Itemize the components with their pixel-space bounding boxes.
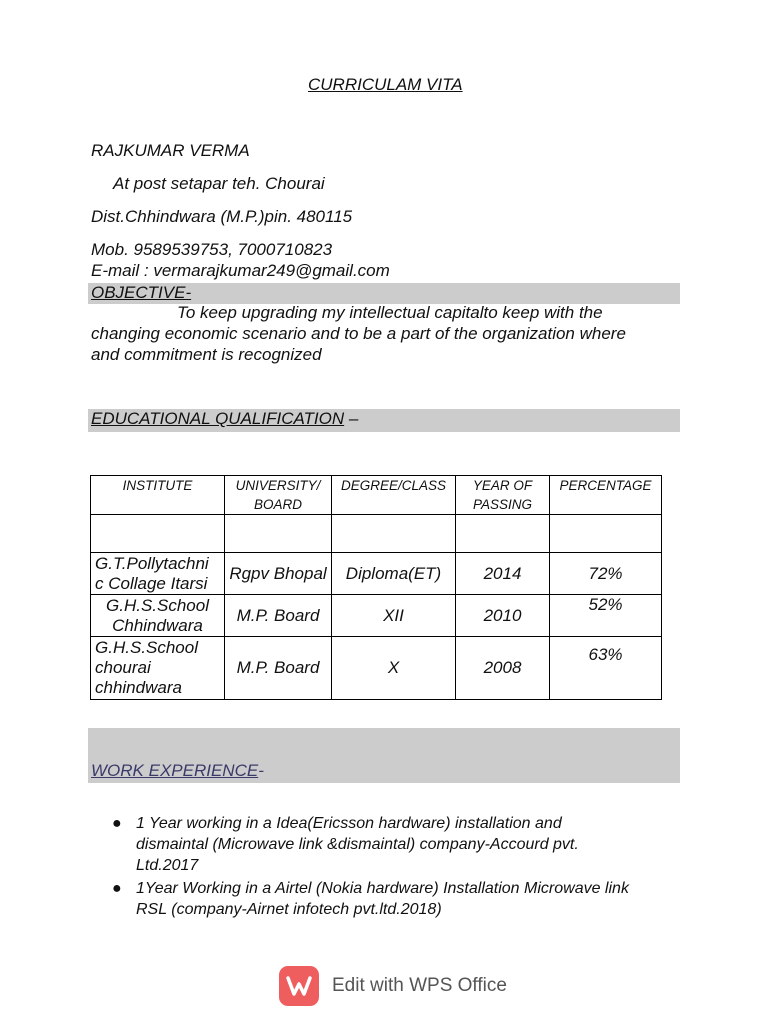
work-list [112, 813, 692, 922]
work-heading-label: WORK EXPERIENCE [91, 761, 259, 780]
address-line-1: At post setapar teh. Chourai [113, 174, 325, 193]
table-header-row [91, 476, 662, 515]
email-address: E-mail : vermarajkumar249@gmail.com [91, 261, 390, 280]
table-cell [332, 515, 456, 553]
column-header: PERCENTAGE [550, 476, 662, 515]
work-heading [91, 761, 264, 781]
column-header: UNIVERSITY/ BOARD [225, 476, 332, 515]
table-cell [550, 515, 662, 553]
work-item-line-2: dismaintal (Microwave link &dismaintal) company-Accourd pvt. [136, 836, 579, 853]
table-cell: 72% [550, 553, 662, 595]
table-cell: Diploma(ET) [332, 553, 456, 595]
list-item [112, 813, 692, 876]
table-cell: 63% [550, 637, 662, 700]
mobile-number: Mob. 9589539753, 7000710823 [91, 240, 333, 259]
table-cell [91, 515, 225, 553]
table-cell: G.H.S.School chourai chhindwara [91, 637, 225, 700]
work-item-line-2: RSL (company-Airnet infotech pvt.ltd.2018) [136, 901, 442, 918]
work-item-line-1: 1 Year working in a Idea(Ericsson hardware) installation and [136, 815, 562, 832]
objective-line-1: To keep upgrading my intellectual capitalto keep with the [177, 303, 603, 322]
bullet-icon: ● [112, 880, 122, 897]
candidate-name: RAJKUMAR VERMA [91, 141, 250, 160]
wps-edit-label[interactable]: Edit with WPS Office [332, 975, 507, 996]
work-heading-suffix: - [258, 761, 264, 780]
column-header: DEGREE/CLASS [332, 476, 456, 515]
objective-line-2: changing economic scenario and to be a part of the organization where [91, 324, 626, 343]
table-row [91, 595, 662, 637]
table-cell: M.P. Board [225, 637, 332, 700]
table-cell: 2008 [456, 637, 550, 700]
education-table [90, 475, 662, 700]
column-header: YEAR OF PASSING [456, 476, 550, 515]
objective-line-3: and commitment is recognized [91, 345, 322, 364]
list-item [112, 878, 692, 920]
table-cell: 2014 [456, 553, 550, 595]
education-heading-suffix: – [344, 409, 359, 428]
table-cell: M.P. Board [225, 595, 332, 637]
table-cell [225, 515, 332, 553]
wps-edit-banner[interactable] [279, 964, 507, 1008]
work-item-line-3: Ltd.2017 [136, 857, 199, 874]
address-line-2: Dist.Chhindwara (M.P.)pin. 480115 [91, 207, 353, 226]
table-row [91, 553, 662, 595]
table-row-empty [91, 515, 662, 553]
table-cell: G.T.Pollytachni c Collage Itarsi [91, 553, 225, 595]
table-cell: 52% [550, 595, 662, 637]
table-cell [456, 515, 550, 553]
bullet-icon: ● [112, 815, 122, 832]
table-cell: Rgpv Bhopal [225, 553, 332, 595]
cv-title: CURRICULAM VITA [308, 75, 463, 94]
wps-logo-icon[interactable] [279, 966, 319, 1006]
table-row [91, 637, 662, 700]
table-cell: G.H.S.School Chhindwara [91, 595, 225, 637]
education-heading [91, 409, 358, 429]
table-cell: 2010 [456, 595, 550, 637]
education-heading-label: EDUCATIONAL QUALIFICATION [91, 409, 345, 428]
column-header: INSTITUTE [91, 476, 225, 515]
table-cell: X [332, 637, 456, 700]
objective-heading: OBJECTIVE- [91, 283, 192, 302]
work-item-line-1: 1Year Working in a Airtel (Nokia hardware) Installation Microwave link [136, 880, 629, 897]
table-cell: XII [332, 595, 456, 637]
objective-text [91, 302, 681, 365]
